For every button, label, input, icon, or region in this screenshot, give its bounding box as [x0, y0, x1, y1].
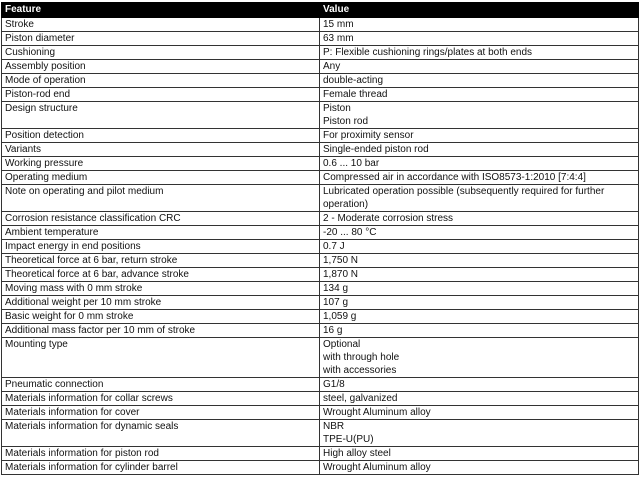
value-line: steel, galvanized [323, 393, 398, 404]
value-line: with through hole [323, 352, 400, 363]
value-line: 15 mm [323, 19, 354, 30]
value-line: 1,059 g [323, 311, 357, 322]
value-line: 0.6 ... 10 bar [323, 158, 380, 169]
table-row [2, 461, 639, 475]
value-cell [320, 282, 639, 296]
table-row [2, 102, 639, 129]
table-header-row [2, 3, 639, 18]
value-cell [320, 310, 639, 324]
value-cell [320, 406, 639, 420]
feature-cell: Working pressure [2, 157, 320, 171]
value-cell [320, 185, 639, 212]
value-line: Piston [323, 103, 351, 114]
table-row [2, 129, 639, 143]
feature-cell: Additional mass factor per 10 mm of stroke [2, 324, 320, 338]
column-header-feature: Feature [2, 3, 320, 18]
table-row [2, 392, 639, 406]
value-line: with accessories [323, 365, 397, 376]
value-cell [320, 88, 639, 102]
table-row [2, 74, 639, 88]
value-line: TPE-U(PU) [323, 434, 374, 445]
value-line: 1,870 N [323, 269, 359, 280]
value-cell [320, 18, 639, 32]
value-line: P: Flexible cushioning rings/plates at both ends [323, 47, 533, 58]
value-cell [320, 268, 639, 282]
table-body [2, 18, 639, 475]
value-cell [320, 447, 639, 461]
value-cell [320, 420, 639, 447]
value-cell [320, 378, 639, 392]
value-line: 1,750 N [323, 255, 359, 266]
feature-cell: Materials information for cover [2, 406, 320, 420]
value-line: -20 ... 80 °C [323, 227, 377, 238]
value-line: Optional [323, 339, 361, 350]
value-cell [320, 254, 639, 268]
feature-cell: Materials information for cylinder barrel [2, 461, 320, 475]
value-cell [320, 171, 639, 185]
value-line: operation) [323, 199, 369, 210]
table-row [2, 378, 639, 392]
table-row [2, 324, 639, 338]
value-line: G1/8 [323, 379, 345, 390]
feature-cell: Theoretical force at 6 bar, advance stroke [2, 268, 320, 282]
value-line: Female thread [323, 89, 388, 100]
value-line: NBR [323, 421, 345, 432]
feature-cell: Materials information for piston rod [2, 447, 320, 461]
value-line: 0.7 J [323, 241, 345, 252]
value-line: Piston rod [323, 116, 369, 127]
value-cell [320, 392, 639, 406]
value-cell [320, 296, 639, 310]
feature-cell: Piston-rod end [2, 88, 320, 102]
table-row [2, 254, 639, 268]
value-line: 2 - Moderate corrosion stress [323, 213, 454, 224]
table-row [2, 338, 639, 378]
table-row [2, 240, 639, 254]
value-cell [320, 74, 639, 88]
feature-cell: Operating medium [2, 171, 320, 185]
spec-table [1, 2, 639, 475]
feature-cell: Piston diameter [2, 32, 320, 46]
feature-cell: Cushioning [2, 46, 320, 60]
feature-cell: Stroke [2, 18, 320, 32]
table-row [2, 185, 639, 212]
feature-cell: Impact energy in end positions [2, 240, 320, 254]
value-line: High alloy steel [323, 448, 391, 459]
table-row [2, 171, 639, 185]
value-cell [320, 102, 639, 129]
value-line: 107 g [323, 297, 349, 308]
feature-cell: Basic weight for 0 mm stroke [2, 310, 320, 324]
value-line: 16 g [323, 325, 343, 336]
feature-cell: Mode of operation [2, 74, 320, 88]
value-cell [320, 60, 639, 74]
feature-cell: Pneumatic connection [2, 378, 320, 392]
table-row [2, 60, 639, 74]
value-cell [320, 212, 639, 226]
feature-cell: Additional weight per 10 mm stroke [2, 296, 320, 310]
table-row [2, 282, 639, 296]
value-cell [320, 461, 639, 475]
feature-cell: Materials information for dynamic seals [2, 420, 320, 447]
feature-cell: Assembly position [2, 60, 320, 74]
value-line: 63 mm [323, 33, 354, 44]
feature-cell: Ambient temperature [2, 226, 320, 240]
value-line: For proximity sensor [323, 130, 414, 141]
value-cell [320, 157, 639, 171]
value-line: double-acting [323, 75, 384, 86]
table-row [2, 420, 639, 447]
table-row [2, 406, 639, 420]
value-cell [320, 143, 639, 157]
feature-cell: Note on operating and pilot medium [2, 185, 320, 212]
value-cell [320, 32, 639, 46]
table-row [2, 32, 639, 46]
value-line: Compressed air in accordance with ISO8573-1:2010 [7:4:4] [323, 172, 586, 183]
feature-cell: Variants [2, 143, 320, 157]
value-line: Any [323, 61, 341, 72]
table-row [2, 268, 639, 282]
value-cell [320, 46, 639, 60]
value-cell [320, 338, 639, 378]
table-row [2, 46, 639, 60]
value-cell [320, 240, 639, 254]
value-line: Single-ended piston rod [323, 144, 429, 155]
table-row [2, 226, 639, 240]
value-line: Wrought Aluminum alloy [323, 462, 431, 473]
table-row [2, 157, 639, 171]
feature-cell: Moving mass with 0 mm stroke [2, 282, 320, 296]
table-row [2, 296, 639, 310]
feature-cell: Position detection [2, 129, 320, 143]
feature-cell: Theoretical force at 6 bar, return stroke [2, 254, 320, 268]
table-row [2, 310, 639, 324]
table-row [2, 88, 639, 102]
table-row [2, 212, 639, 226]
value-cell [320, 226, 639, 240]
column-header-value: Value [320, 3, 639, 18]
feature-cell: Materials information for collar screws [2, 392, 320, 406]
value-line: 134 g [323, 283, 349, 294]
feature-cell: Corrosion resistance classification CRC [2, 212, 320, 226]
value-line: Wrought Aluminum alloy [323, 407, 431, 418]
value-cell [320, 324, 639, 338]
value-cell [320, 129, 639, 143]
feature-cell: Mounting type [2, 338, 320, 378]
feature-cell: Design structure [2, 102, 320, 129]
table-row [2, 18, 639, 32]
table-row [2, 143, 639, 157]
value-line: Lubricated operation possible (subsequently required for further [323, 186, 605, 197]
table-row [2, 447, 639, 461]
